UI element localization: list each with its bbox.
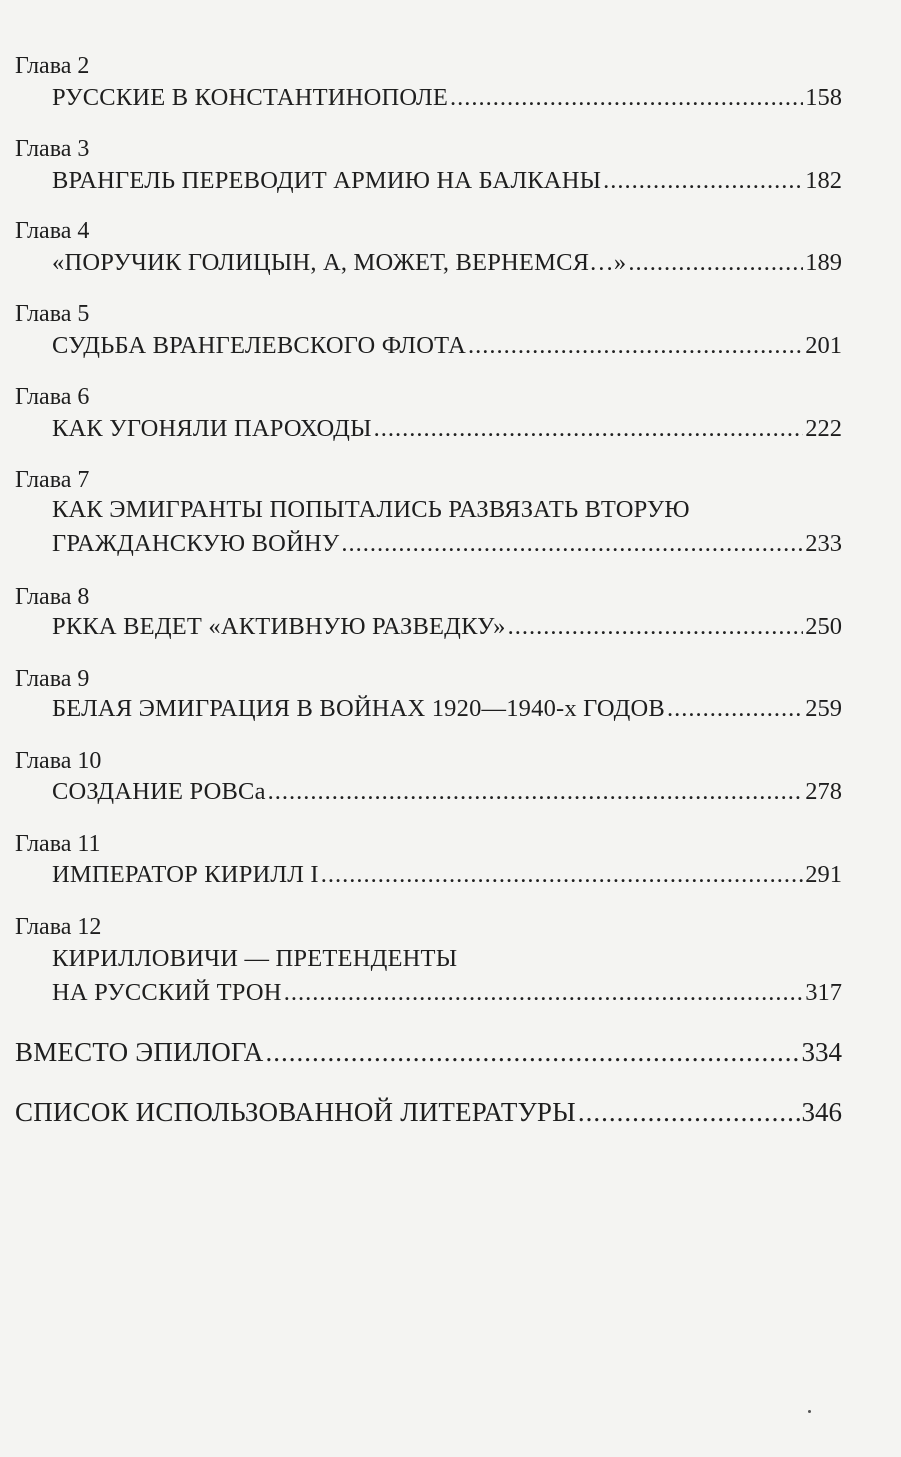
toc-entry-line[interactable] xyxy=(52,528,842,560)
entry-title: СПИСОК ИСПОЛЬЗОВАННОЙ ЛИТЕРАТУРЫ xyxy=(15,1097,576,1127)
chapter-label: Глава 6 xyxy=(15,384,90,410)
entry-title: КАК УГОНЯЛИ ПАРОХОДЫ xyxy=(52,415,372,442)
toc-entry-line[interactable] xyxy=(52,943,812,975)
dot-leader xyxy=(284,977,804,1009)
entry-title: КИРИЛЛОВИЧИ — ПРЕТЕНДЕНТЫ xyxy=(52,945,458,972)
entry-page-number: 182 xyxy=(805,167,842,194)
dot-leader xyxy=(321,859,804,891)
toc-entry-epilogue[interactable] xyxy=(15,1034,842,1070)
entry-page-number: 317 xyxy=(805,979,842,1006)
chapter-label: Глава 8 xyxy=(15,584,90,610)
dot-leader xyxy=(341,528,803,560)
entry-title: НА РУССКИЙ ТРОН xyxy=(52,979,282,1006)
entry-title: ВМЕСТО ЭПИЛОГА xyxy=(15,1037,264,1067)
entry-title: «ПОРУЧИК ГОЛИЦЫН, А, МОЖЕТ, ВЕРНЕМСЯ…» xyxy=(52,249,627,276)
stray-dot-mark xyxy=(808,1410,811,1413)
dot-leader xyxy=(468,330,803,362)
entry-page-number: 222 xyxy=(805,415,842,442)
toc-entry-line[interactable] xyxy=(52,859,842,891)
chapter-label: Глава 4 xyxy=(15,218,90,244)
toc-entry-line[interactable] xyxy=(52,494,812,526)
toc-entry-line[interactable] xyxy=(52,165,842,197)
dot-leader xyxy=(268,776,804,808)
entry-title: КАК ЭМИГРАНТЫ ПОПЫТАЛИСЬ РАЗВЯЗАТЬ ВТОРУЮ xyxy=(52,496,690,523)
entry-title: СОЗДАНИЕ РОВСа xyxy=(52,778,266,805)
toc-entry-line[interactable] xyxy=(52,776,842,808)
chapter-label: Глава 3 xyxy=(15,136,90,162)
entry-page-number: 346 xyxy=(801,1097,842,1127)
toc-entry-line[interactable] xyxy=(52,82,842,114)
toc-entry-line[interactable] xyxy=(52,330,842,362)
toc-entry-line[interactable] xyxy=(52,977,842,1009)
entry-page-number: 158 xyxy=(805,84,842,111)
toc-entry-bibliography[interactable] xyxy=(15,1094,842,1130)
entry-page-number: 189 xyxy=(805,249,842,276)
entry-title: РУССКИЕ В КОНСТАНТИНОПОЛЕ xyxy=(52,84,449,111)
entry-title: ВРАНГЕЛЬ ПЕРЕВОДИТ АРМИЮ НА БАЛКАНЫ xyxy=(52,167,602,194)
chapter-label: Глава 12 xyxy=(15,914,102,940)
dot-leader xyxy=(508,611,804,643)
toc-entry-line[interactable] xyxy=(52,247,842,279)
toc-entry-line[interactable] xyxy=(52,413,842,445)
entry-title: ИМПЕРАТОР КИРИЛЛ I xyxy=(52,861,319,888)
dot-leader xyxy=(628,247,803,279)
chapter-label: Глава 11 xyxy=(15,831,101,857)
chapter-label: Глава 2 xyxy=(15,53,90,79)
dot-leader xyxy=(266,1034,800,1070)
chapter-label: Глава 7 xyxy=(15,467,90,493)
chapter-label: Глава 9 xyxy=(15,666,90,692)
dot-leader xyxy=(578,1094,800,1130)
dot-leader xyxy=(603,165,803,197)
dot-leader xyxy=(450,82,803,114)
dot-leader xyxy=(667,693,803,725)
toc-entry-line[interactable] xyxy=(52,611,842,643)
entry-title: РККА ВЕДЕТ «АКТИВНУЮ РАЗВЕДКУ» xyxy=(52,613,506,640)
entry-page-number: 201 xyxy=(805,332,842,359)
chapter-label: Глава 5 xyxy=(15,301,90,327)
dot-leader xyxy=(374,413,804,445)
entry-page-number: 334 xyxy=(801,1037,842,1067)
entry-page-number: 291 xyxy=(805,861,842,888)
entry-title: СУДЬБА ВРАНГЕЛЕВСКОГО ФЛОТА xyxy=(52,332,466,359)
entry-page-number: 250 xyxy=(805,613,842,640)
toc-entry-line[interactable] xyxy=(52,693,842,725)
entry-page-number: 259 xyxy=(805,695,842,722)
entry-title: ГРАЖДАНСКУЮ ВОЙНУ xyxy=(52,530,340,557)
entry-page-number: 278 xyxy=(805,778,842,805)
entry-title: БЕЛАЯ ЭМИГРАЦИЯ В ВОЙНАХ 1920—1940-х ГОДОВ xyxy=(52,695,665,722)
entry-page-number: 233 xyxy=(805,530,842,557)
chapter-label: Глава 10 xyxy=(15,748,102,774)
